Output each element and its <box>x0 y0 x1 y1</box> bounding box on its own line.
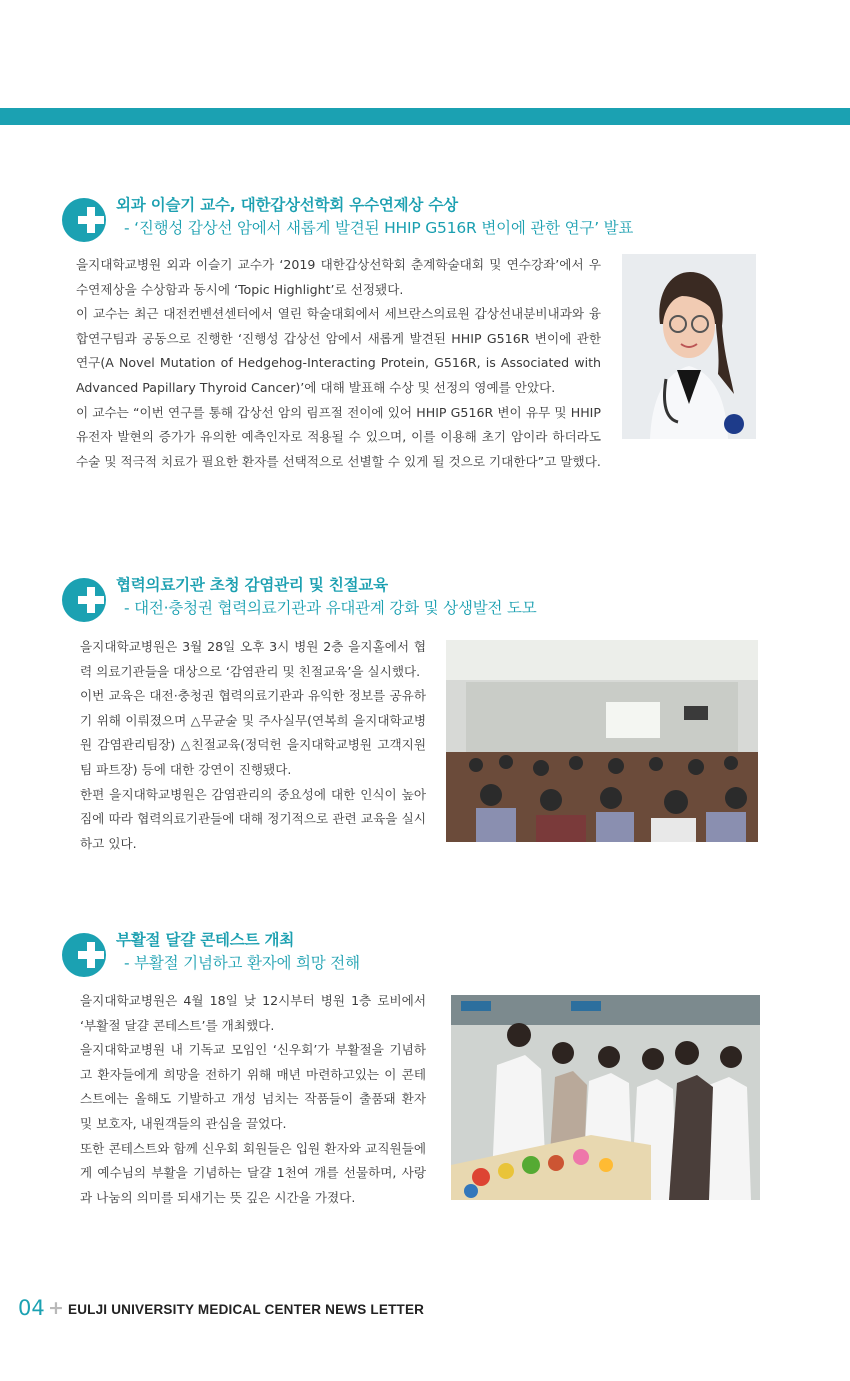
page-number: 04 <box>18 1296 45 1320</box>
paragraph: 을지대학교병원은 4월 18일 낮 12시부터 병원 1층 로비에서 ‘부활절 달걀 콘테스트’를 개최했다. <box>80 993 426 1033</box>
paragraph: 을지대학교병원 외과 이슬기 교수가 ‘2019 대한갑상선학회 춘계학술대회 및 연수강좌’에서 우수연제상을 수상함과 동시에 ‘Topic Highlight’로 선정됐다. <box>76 257 601 297</box>
article-subtitle: - 부활절 기념하고 환자에 희망 전해 <box>124 954 360 972</box>
article-title: 부활절 달걀 콘테스트 개최 <box>116 931 295 949</box>
article-title: 외과 이슬기 교수, 대한갑상선학회 우수연제상 수상 <box>116 196 458 214</box>
easter-contest-photo <box>451 995 760 1200</box>
paragraph: 을지대학교병원은 3월 28일 오후 3시 병원 2층 을지홀에서 협력 의료기관들을 대상으로 ‘감염관리 및 친절교육’을 실시했다. <box>80 639 426 679</box>
paragraph: 한편 을지대학교병원은 감염관리의 중요성에 대한 인식이 높아짐에 따라 협력의료기관들에 대해 정기적으로 관련 교육을 실시하고 있다. <box>80 786 426 851</box>
portrait-photo <box>622 254 756 439</box>
article-body <box>80 989 426 1210</box>
paragraph: 을지대학교병원 내 기독교 모임인 ‘신우회’가 부활절을 기념하고 환자들에게 희망을 전하기 위해 매년 마련하고있는 이 콘테스트에는 올해도 기발하고 개성 넘치는 작품들이 출품돼 환자 및 보호자, 내원객들의 관심을 끌었다. <box>80 1042 426 1131</box>
paragraph: 이 교수는 “이번 연구를 통해 갑상선 암의 림프절 전이에 있어 HHIP G516R 변이 유무 및 HHIP 유전자 발현의 증가가 유의한 예측인자로 적용될 수 있으며, 이를 이용해 초기 암이라 하더라도 수술 및 적극적 치료가 필요한 환자를 선택적으로 선별할 수 있게 될 것으로 기대한다”고 말했다. <box>76 404 601 469</box>
plus-cross-icon <box>62 933 106 977</box>
footer-plus: + <box>48 1297 64 1319</box>
header-accent-bar <box>0 108 850 125</box>
newsletter-title: EULJI UNIVERSITY MEDICAL CENTER NEWS LETTER <box>68 1302 425 1317</box>
plus-cross-icon <box>62 578 106 622</box>
paragraph: 이번 교육은 대전·충청권 협력의료기관과 유익한 정보를 공유하기 위해 이뤄졌으며 △무균술 및 주사실무(연복희 을지대학교병원 감염관리팀장) △친절교육(정덕헌 을지대학교병원 고객지원팀 파트장) 등에 대한 강연이 진행됐다. <box>80 688 426 777</box>
article-body <box>80 635 426 856</box>
article-body <box>76 253 601 474</box>
article-subtitle: - ‘진행성 갑상선 암에서 새롭게 발견된 HHIP G516R 변이에 관한 연구’ 발표 <box>124 219 634 237</box>
paragraph: 또한 콘테스트와 함께 신우회 회원들은 입원 환자와 교직원들에게 예수님의 부활을 기념하는 달걀 1천여 개를 선물하며, 사랑과 나눔의 의미를 되새기는 뜻 깊은 시간을 가졌다. <box>80 1140 426 1205</box>
plus-cross-icon <box>62 198 106 242</box>
lecture-hall-photo <box>446 640 758 842</box>
article-subtitle: - 대전·충청권 협력의료기관과 유대관계 강화 및 상생발전 도모 <box>124 599 537 617</box>
paragraph: 이 교수는 최근 대전컨벤션센터에서 열린 학술대회에서 세브란스의료원 갑상선내분비내과와 융합연구팀과 공동으로 진행한 ‘진행성 갑상선 암에서 새롭게 발견된 HHIP G516R 변이에 관한 연구(A Novel Mutation of Hedgehog-Interacting Protein, G516R, is Associated with Advanced Papillary Thyroid Cancer)’에 대해 발표해 수상 및 선정의 영예를 안았다. <box>76 306 601 395</box>
article-title: 협력의료기관 초청 감염관리 및 친절교육 <box>116 576 388 594</box>
